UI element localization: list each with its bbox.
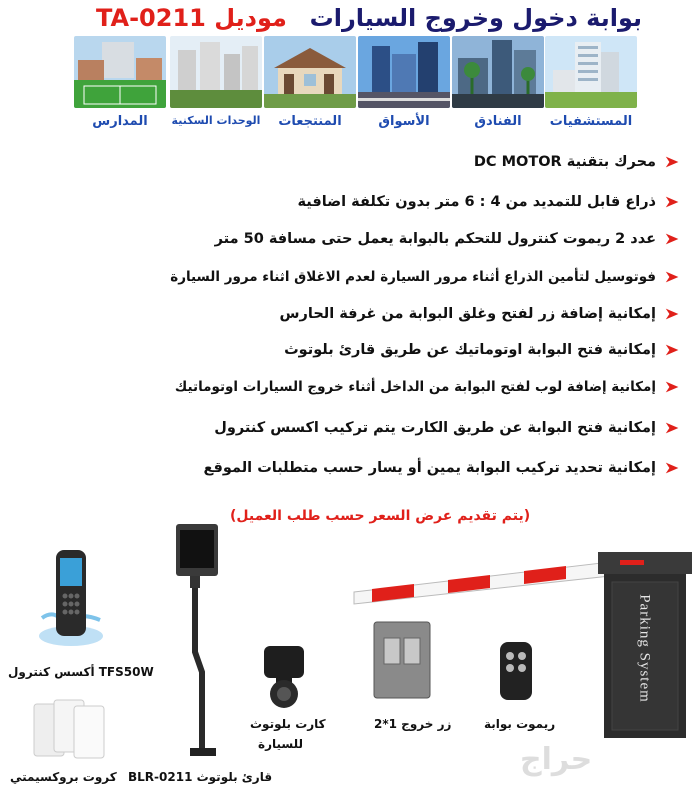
feature-text: عدد 2 ريموت كنترول للتحكم بالبوابة يعمل حتى مسافة 50 متر (214, 231, 656, 247)
feature-text: ذراع قابل للتمديد من 4 : 6 متر بدون تكلفة اضافية (297, 194, 656, 210)
category-label: الوحدات السكنية (171, 114, 261, 127)
feature-text: إمكانية فتح البوابة اوتوماتيك عن طريق قارئ بلوتوث (284, 342, 656, 358)
feature-text: إمكانية إضافة زر لفتح وغلق البوابة من غرفة الحارس (279, 306, 656, 322)
hospital-photo (545, 36, 637, 108)
bluetooth-reader-label: قارئ بلوتوث BLR-0211 (128, 770, 273, 784)
mall-photo (358, 36, 450, 108)
bluetooth-card-image (258, 642, 310, 714)
feature-item (298, 193, 683, 211)
arrow-bullet-icon (664, 230, 682, 248)
exit-button-label: زر خروج 1*2 (374, 717, 452, 731)
feature-text: إمكانية فتح البوابة عن طريق الكارت يتم تركيب اكسس كنترول (214, 420, 656, 436)
category-malls (358, 36, 450, 129)
arrow-bullet-icon (664, 459, 682, 477)
barrier-brand-label: Parking System (636, 594, 653, 703)
category-label: المدارس (92, 114, 148, 129)
category-label: الأسواق (378, 114, 430, 129)
proximity-cards-image (30, 698, 110, 766)
arrow-bullet-icon (664, 378, 682, 396)
category-label: المستشفيات (549, 114, 633, 129)
resort-photo (264, 36, 356, 108)
access-control-label: TFS50W أكسس كنترول (8, 665, 154, 679)
feature-item (474, 153, 682, 171)
arrow-bullet-icon (664, 419, 682, 437)
feature-item (284, 341, 682, 359)
arrow-bullet-icon (664, 341, 682, 359)
bluetooth-card-label-2: للسيارة (258, 737, 304, 751)
barrier-cabinet (598, 552, 692, 738)
gate-remote-label: ريموت بوابة (484, 717, 556, 731)
bluetooth-reader-image (160, 522, 230, 766)
arrow-bullet-icon (664, 153, 682, 171)
feature-item (170, 268, 682, 286)
bluetooth-card-label-1: كارت بلوتوث (250, 717, 326, 731)
feature-text: إمكانية إضافة لوب لفتح البوابة من الداخل أثناء خروج السيارات اوتوماتيك (174, 379, 656, 395)
feature-text: إمكانية تحديد تركيب البوابة يمين أو يسار حسب متطلبات الموقع (203, 460, 656, 476)
category-residential (170, 36, 262, 127)
hotel-photo (452, 36, 544, 108)
category-label: الفنادق (474, 114, 522, 129)
arrow-bullet-icon (664, 268, 682, 286)
barrier-arm-image (352, 558, 612, 614)
arrow-bullet-icon (664, 193, 682, 211)
arrow-bullet-icon (664, 305, 682, 323)
residential-photo (170, 36, 262, 108)
feature-text: فوتوسيل لتأمين الذراع أثناء مرور السيارة لعدم الاغلاق اثناء مرور السيارة (170, 269, 656, 285)
proximity-cards-label: كروت بروكسيمتي (10, 770, 117, 784)
category-hospitals (545, 36, 637, 129)
gate-remote-image (496, 640, 536, 708)
category-schools (74, 36, 166, 129)
watermark: حراج (520, 742, 593, 777)
feature-item (204, 459, 682, 477)
model-title: موديل TA-0211 (96, 4, 287, 32)
feature-item (175, 378, 682, 396)
category-resorts (264, 36, 356, 129)
feature-item (215, 230, 682, 248)
category-hotels (452, 36, 544, 129)
access-control-device (36, 548, 106, 652)
exit-button-image (372, 620, 432, 704)
feature-item (214, 419, 682, 437)
feature-item (280, 305, 682, 323)
page-title: بوابة دخول وخروج السيارات (309, 4, 642, 32)
category-label: المنتجعات (278, 114, 342, 129)
price-note: (يتم تقديم عرض السعر حسب طلب العميل) (230, 508, 531, 524)
school-photo (74, 36, 166, 108)
feature-text: محرك بتقنية DC MOTOR (473, 154, 656, 170)
